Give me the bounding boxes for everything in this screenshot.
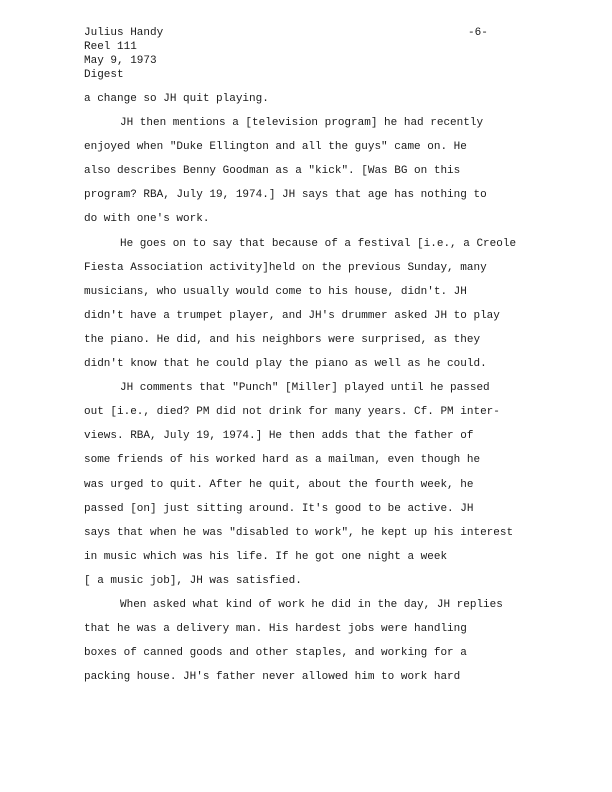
text-line: Fiesta Association activity]held on the previous Sunday, many <box>84 261 487 274</box>
text-line: a change so JH quit playing. <box>84 93 269 105</box>
text-line: that he was a delivery man. His hardest jobs were handling <box>84 623 467 636</box>
text-line: views. RBA, July 19, 1974.] He then adds that the father of <box>84 430 474 443</box>
header-date: May 9, 1973 <box>84 55 157 67</box>
document-body <box>84 87 564 689</box>
header-name: Julius Handy <box>84 27 164 39</box>
text-line: [ a music job], JH was satisfied. <box>84 574 302 587</box>
text-line: didn't know that he could play the piano as well as he could. <box>84 358 487 371</box>
text-line: was urged to quit. After he quit, about the fourth week, he <box>84 478 474 491</box>
text-line: the piano. He did, and his neighbors were surprised, as they <box>84 333 481 346</box>
header-reel: Reel 111 <box>84 41 137 53</box>
text-line: some friends of his worked hard as a mailman, even though he <box>84 454 481 467</box>
text-line: in music which was his life. If he got one night a week <box>84 550 448 563</box>
document-header <box>84 26 163 82</box>
text-line: out [i.e., died? PM did not drink for many years. Cf. PM inter- <box>84 406 500 419</box>
text-line: also describes Benny Goodman as a "kick". [Was BG on this <box>84 165 461 178</box>
text-line: enjoyed when "Duke Ellington and all the guys" came on. He <box>84 141 467 154</box>
text-line: program? RBA, July 19, 1974.] JH says that age has nothing to <box>84 189 487 202</box>
header-type: Digest <box>84 69 124 81</box>
text-line: He goes on to say that because of a festival [i.e., a Creole <box>120 237 517 250</box>
page-number: -6- <box>468 27 488 39</box>
text-line: packing house. JH's father never allowed him to work hard <box>84 671 461 684</box>
text-line: JH then mentions a [television program] he had recently <box>120 117 484 130</box>
text-line: passed [on] just sitting around. It's good to be active. JH <box>84 502 474 515</box>
text-line: didn't have a trumpet player, and JH's drummer asked JH to play <box>84 309 500 322</box>
text-line: boxes of canned goods and other staples, and working for a <box>84 647 467 660</box>
text-line: musicians, who usually would come to his house, didn't. JH <box>84 285 467 298</box>
text-line: JH comments that "Punch" [Miller] played until he passed <box>120 382 490 395</box>
text-line: do with one's work. <box>84 213 210 226</box>
text-line: When asked what kind of work he did in the day, JH replies <box>120 598 503 611</box>
text-line: says that when he was "disabled to work", he kept up his interest <box>84 526 514 539</box>
